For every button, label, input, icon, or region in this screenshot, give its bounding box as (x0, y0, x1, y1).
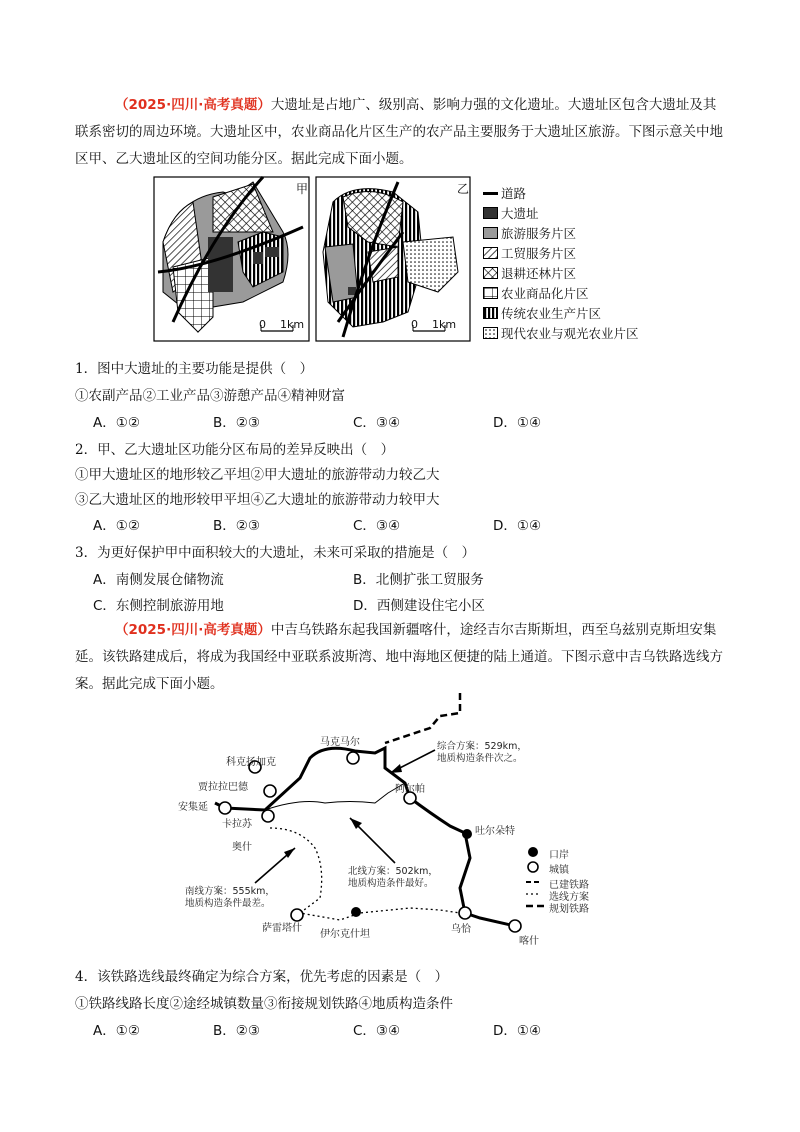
q3-option-c[interactable]: C．东侧控制旅游用地 (93, 598, 224, 614)
q3-option-a[interactable]: A．南侧发展仓储物流 (93, 572, 224, 588)
vertical-stripes-icon (483, 307, 498, 319)
solid-gray-icon (483, 227, 498, 239)
dots-icon (483, 327, 498, 339)
legend-modern-agri: 现代农业与观光农业片区 (483, 323, 639, 343)
grid-icon (483, 287, 498, 299)
passage-1 (75, 92, 725, 173)
town-arpa: 阿尔帕 (395, 784, 425, 795)
town-karasu: 卡拉苏 (222, 819, 252, 830)
note-north-route: 北线方案：502km， 地质构造条件最好。 (348, 866, 438, 889)
q3-stem: 3．为更好保护甲中面积较大的大遗址，未来可采取的措施是（ ） (75, 545, 476, 561)
town-kashgar: 喀什 (519, 936, 539, 947)
q3-option-d[interactable]: D．西侧建设住宅小区 (353, 598, 485, 614)
source-tag: （2025·四川·高考真题） (115, 97, 271, 113)
town-kokyangak: 科克扬加克 (226, 757, 276, 768)
q3-option-b[interactable]: B．北侧扩张工贸服务 (353, 572, 484, 588)
q1-stem: 1．图中大遗址的主要功能是提供（ ） (75, 361, 314, 377)
map1-legend (483, 183, 639, 343)
q4-option-d[interactable]: D．①④ (493, 1023, 542, 1039)
legend-site: 大遗址 (483, 203, 639, 223)
passage-2-text: 中吉乌铁路东起我国新疆喀什，途经吉尔吉斯斯坦，西至乌兹别克斯坦安集延。该铁路建成后，将成为我国经中亚联系波斯湾、地中海地区便捷的陆上通道。下图示意中吉乌铁路选线方案。据此完成下面小题。 (75, 622, 723, 692)
legend-planned-rail: 规划铁路 (549, 904, 589, 915)
q4-option-b[interactable]: B．②③ (213, 1023, 260, 1039)
q2-option-c[interactable]: C．③④ (353, 518, 401, 534)
scale-jia: 0 1km (259, 318, 305, 331)
legend-industry: 工贸服务片区 (483, 243, 639, 263)
legend-tourism: 旅游服务片区 (483, 223, 639, 243)
legend-port: 口岸 (549, 850, 569, 861)
q1-option-c[interactable]: C．③④ (353, 415, 401, 431)
road-line-icon (483, 192, 498, 195)
q4-option-c[interactable]: C．③④ (353, 1023, 401, 1039)
q2-option-b[interactable]: B．②③ (213, 518, 260, 534)
scale-yi: 0 1km (411, 318, 457, 331)
q4-option-a[interactable]: A．①② (93, 1023, 140, 1039)
legend-town: 城镇 (549, 865, 569, 876)
source-tag: （2025·四川·高考真题） (115, 622, 271, 638)
town-osh: 奥什 (232, 842, 252, 853)
note-combined-route: 综合方案：529km， 地质构造条件次之。 (437, 741, 527, 764)
q1-option-a[interactable]: A．①② (93, 415, 140, 431)
cross-hatch-icon (483, 267, 498, 279)
town-jalalabad: 贾拉拉巴德 (198, 782, 248, 793)
q2-items-1: ①甲大遗址区的地形较乙平坦②甲大遗址的旅游带动力较乙大 (75, 467, 440, 483)
diagonal-hatch-icon (483, 247, 498, 259)
label-yi: 乙 (457, 182, 470, 196)
q1-option-d[interactable]: D．①④ (493, 415, 542, 431)
q4-items: ①铁路线路长度②途经城镇数量③衔接规划铁路④地质构造条件 (75, 996, 453, 1012)
legend-road: 道路 (483, 183, 639, 203)
note-south-route: 南线方案：555km， 地质构造条件最差。 (185, 886, 275, 909)
q4-stem: 4．该铁路选线最终确定为综合方案，优先考虑的因素是（ ） (75, 969, 449, 985)
legend-forest: 退耕还林片区 (483, 263, 639, 283)
q1-option-b[interactable]: B．②③ (213, 415, 260, 431)
town-andijan: 安集延 (178, 802, 208, 813)
q2-option-d[interactable]: D．①④ (493, 518, 542, 534)
town-sary-tash: 萨雷塔什 (262, 923, 302, 934)
town-makemaer: 马克马尔 (320, 737, 360, 748)
legend-traditional-agri: 传统农业生产片区 (483, 303, 639, 323)
port-torugart: 吐尔朵特 (475, 826, 515, 837)
q2-option-a[interactable]: A．①② (93, 518, 140, 534)
solid-dark-icon (483, 207, 498, 219)
q1-items: ①农副产品②工业产品③游憩产品④精神财富 (75, 388, 345, 404)
port-irkeshtam: 伊尔克什坦 (320, 929, 370, 940)
passage-1-text: 大遗址是占地广、级别高、影响力强的文化遗址。大遗址区包含大遗址及其联系密切的周边环境。大遗址区中，农业商品化片区生产的农产品主要服务于大遗址区旅游。下图示意关中地区甲、乙大遗址区的空间功能分区。据此完成下面小题。 (75, 97, 723, 167)
q2-items-2: ③乙大遗址区的地形较甲平坦④乙大遗址的旅游带动力较甲大 (75, 492, 440, 508)
legend-existing-rail: 已建铁路 (549, 880, 589, 891)
town-wuqia: 乌恰 (451, 924, 471, 935)
legend-route-option: 选线方案 (549, 892, 589, 903)
q2-stem: 2．甲、乙大遗址区功能分区布局的差异反映出（ ） (75, 442, 395, 458)
label-jia: 甲 (296, 182, 309, 196)
legend-commercial-agri: 农业商品化片区 (483, 283, 639, 303)
passage-2 (75, 617, 725, 698)
